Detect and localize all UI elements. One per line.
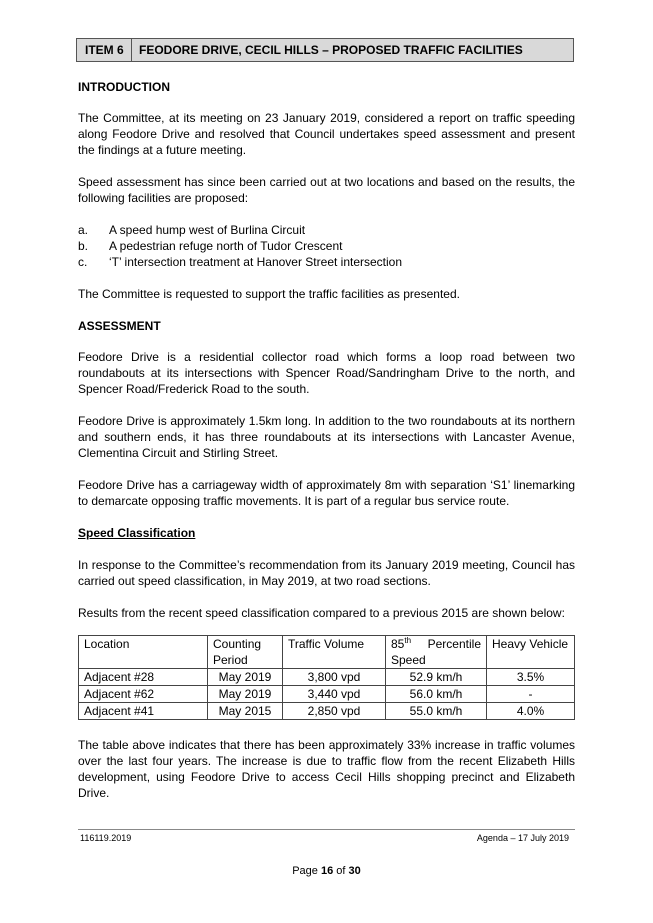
list-item: b. A pedestrian refuge north of Tudor Crescent — [78, 239, 343, 253]
item-number: ITEM 6 — [77, 39, 132, 61]
assessment-paragraph-1: Feodore Drive is a residential collector road which forms a loop road between two roundabouts at its intersections with Spencer Road/Sandringham Drive to the north, and Spencer Road/Frederick Road to the south. — [78, 350, 575, 396]
table-row: Adjacent #62 May 2019 3,440 vpd 56.0 km/h - — [79, 686, 575, 703]
introduction-heading: INTRODUCTION — [78, 80, 170, 94]
footer-reference: 116119.2019 — [80, 833, 132, 843]
assessment-paragraph-2: Feodore Drive is approximately 1.5km long. In addition to the two roundabouts at its northern and southern ends, it has three roundabouts at its intersections with Lancaster Avenue, Clementina Circuit and Stirling Street. — [78, 414, 575, 460]
col-85th-percentile-speed: 85th Percentile Speed — [386, 636, 487, 669]
speed-classification-heading: Speed Classification — [78, 526, 196, 540]
proposed-facilities-list — [78, 222, 575, 270]
intro-paragraph-2: Speed assessment has since been carried out at two locations and based on the results, the following facilities are proposed: — [78, 175, 575, 205]
footer-divider — [78, 829, 575, 830]
table-row: Adjacent #28 May 2019 3,800 vpd 52.9 km/h 3.5% — [79, 669, 575, 686]
item-title: FEODORE DRIVE, CECIL HILLS – PROPOSED TRAFFIC FACILITIES — [139, 43, 523, 57]
col-traffic-volume: Traffic Volume — [283, 636, 386, 669]
list-item: a. A speed hump west of Burlina Circuit — [78, 223, 306, 237]
footer-agenda-date: Agenda – 17 July 2019 — [476, 833, 569, 843]
list-item: c. ‘T’ intersection treatment at Hanover Street intersection — [78, 255, 403, 269]
page-number: Page 16 of 30 — [292, 865, 361, 877]
intro-paragraph-1: The Committee, at its meeting on 23 January 2019, considered a report on traffic speeding along Feodore Drive and resolved that Council undertakes speed assessment and present the findings at a future meeting. — [78, 111, 575, 157]
col-location: Location — [79, 636, 208, 669]
table-row: Adjacent #41 May 2015 2,850 vpd 55.0 km/h 4.0% — [79, 703, 575, 720]
col-counting-period: Counting Period — [208, 636, 283, 669]
table-header-row — [79, 636, 575, 669]
speed-paragraph-3: The table above indicates that there has been approximately 33% increase in traffic volumes over the last four years. The increase is due to traffic flow from the recent Elizabeth Hills development, using Feodore Drive to access Cecil Hills shopping precinct and Elizabeth Drive. — [78, 738, 575, 800]
speed-paragraph-2: Results from the recent speed classification compared to a previous 2015 are shown below: — [78, 606, 565, 620]
col-heavy-vehicle: Heavy Vehicle — [487, 636, 575, 669]
assessment-heading: ASSESSMENT — [78, 319, 161, 333]
speed-paragraph-1: In response to the Committee’s recommendation from its January 2019 meeting, Council has carried out speed classification, in May 2019, at two road sections. — [78, 558, 575, 588]
speed-results-table — [78, 635, 575, 720]
item-header — [76, 38, 574, 62]
intro-paragraph-3: The Committee is requested to support the traffic facilities as presented. — [78, 287, 460, 301]
assessment-paragraph-3: Feodore Drive has a carriageway width of approximately 8m with separation ‘S1’ linemarking to demarcate opposing traffic movements. It is part of a regular bus service route. — [78, 478, 575, 508]
